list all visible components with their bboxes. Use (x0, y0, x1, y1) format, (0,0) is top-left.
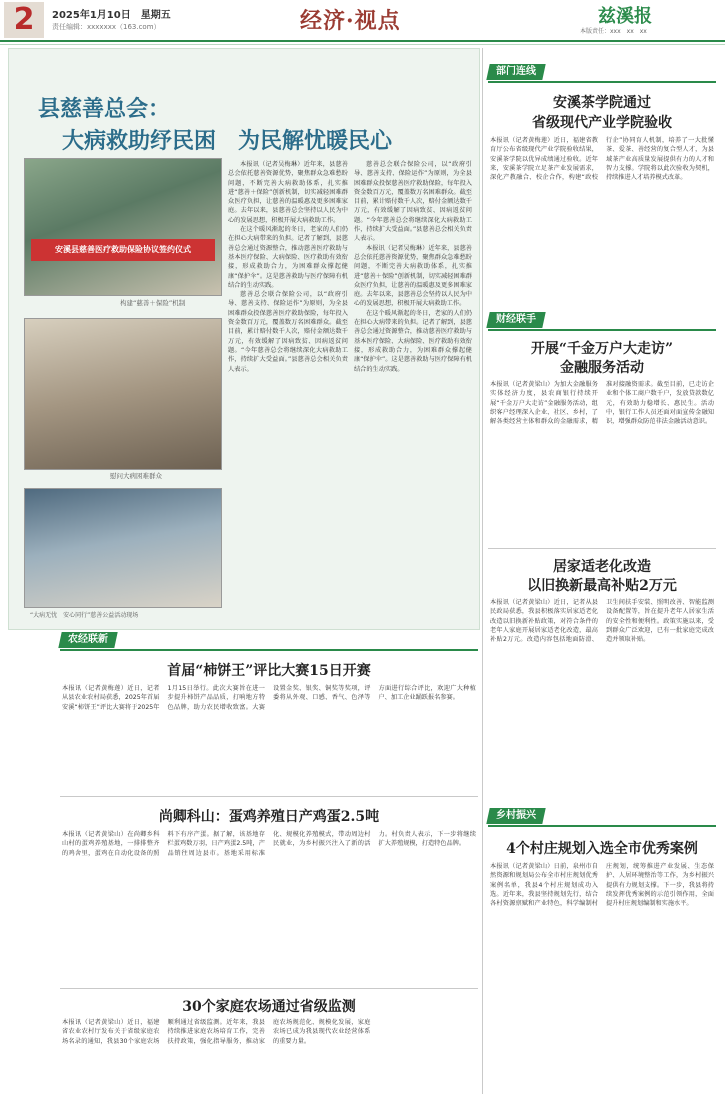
feature-photo-event (24, 488, 222, 608)
caption-photo1: 构建“慈善＋保险”机制 (120, 299, 186, 307)
tag-line-finance (488, 329, 716, 331)
tag-rural: 乡村振兴 (486, 808, 545, 824)
feature-body-col2: 慈善总会联合保险公司，以“政府引导、慈善支持、保险运作”为原则，为全县困难群众投保慈善医疗救助保险，每年投入资金数百万元，覆盖数万名困难群众。截至目前，累计赔付数千人次，赔付金额达数千万元，有效缓解了因病致贫、因病返贫问题。“今年慈善总会将继续深化大病救助工作，持续扩大受益面。”县慈善总会相关负责人表示。 本报讯（记者吴梅琳）近年来，县慈善总会依托慈善资源优势，聚焦群众急难愁盼问题，不断完善大病救助体系，扎实推进“慈善＋保险”创新机制，切实减轻困难群众医疗负担，让慈善的温暖惠及更多困难家庭。去年以来，县慈善总会坚持以人民为中心的发展思想，积极开展大病救助工作。 在这个暖风渐起的冬日，老家的人们仍在担心大病带来的负担。记者了解到，县慈善总会通过资源整合，推动慈善医疗救助与基本医疗保险、大病保险、医疗救助有效衔接，形成救助合力，为困难群众撑起健康“保护伞”。这是慈善救助与医疗保障有机结合的生动实践。 (354, 161, 472, 373)
editor-credits: 责任编辑：xxxxxxx（163.com） (52, 23, 161, 31)
article-a1-title-line2: 省级现代产业学院验收 (532, 115, 672, 131)
header-rule-thin (0, 44, 725, 45)
feature-body-col1: 本报讯（记者吴梅琳）近年来，县慈善总会依托慈善资源优势，聚焦群众急难愁盼问题，不断完善大病救助体系，扎实推进“慈善＋保险”创新机制，切实减轻困难群众医疗负担，让慈善的温暖惠及更多困难家庭。去年以来，县慈善总会坚持以人民为中心的发展思想，积极开展大病救助工作。 在这个暖风渐起的冬日，老家的人们仍在担心大病带来的负担。记者了解到，县慈善总会通过资源整合，推动慈善医疗救助与基本医疗保险、大病保险、医疗救助有效衔接，形成救助合力，为困难群众撑起健康“保护伞”。这是慈善救助与医疗保障有机结合的生动实践。 慈善总会联合保险公司，以“政府引导、慈善支持、保险运作”为原则，为全县困难群众投保慈善医疗救助保险，每年投入资金数百万元，覆盖数万名困难群众。截至目前，累计赔付数千人次，赔付金额达数千万元，有效缓解了因病致贫、因病返贫问题。“今年慈善总会将继续深化大病救助工作，持续扩大受益面。”县慈善总会相关负责人表示。 (228, 161, 348, 373)
masthead-logo: 兹溪报 (598, 6, 652, 27)
caption-photo3: “大病无忧 安心同行”慈善公益活动现场 (30, 612, 139, 619)
article-a4-body: 本报讯（记者黄梅莲）近日，记者从县农业农村局获悉，2025年首届安溪“柿饼王”评比大赛将于2025年1月15日举行。此次大赛旨在进一步提升柿饼产品品质，打响地方特色品牌，助力农民增收致富。大赛设置金奖、银奖、铜奖等奖项，评委将从外观、口感、香气、色泽等方面进行综合评比，欢迎广大种植户、加工企业踊跃报名参赛。 (62, 685, 476, 711)
article-a7-body: 本报讯（记者黄梁山）日前，泉州市自然资源和规划局公布全市村庄规划优秀案例名单，我县4个村庄规划成功入选。近年来，我县坚持规划先行，结合各村资源禀赋和产业特色，科学编制村庄规划，统筹推进产业发展、生态保护、人居环境整治等工作，为乡村振兴提供有力规划支撑。下一步，我县将持续发挥优秀案例的示范引领作用，全面提升村庄规划编制和实施水平。 (490, 863, 714, 908)
tag-dept-news: 部门连线 (486, 64, 545, 80)
article-a1-body: 本报讯（记者黄梅莲）近日，福建省教育厅公布省级现代产业学院验收结果，安溪茶学院以优异成绩通过验收。近年来，安溪茶学院立足茶产业发展需求，深化产教融合、校企合作，构建“政校行企”协同育人机制，培养了一大批懂茶、爱茶、善经营的复合型人才，为县域茶产业高质量发展提供有力的人才和智力支撑。学院将以此次验收为契机，持续推进人才培养模式改革。 (490, 137, 714, 182)
feature-title-line2: 大病救助纾民困 为民解忧暖民心 (62, 128, 393, 154)
feature-photo-visit (24, 318, 222, 470)
photo-banner-text: 安溪县慈善医疗救助保险协议签约仪式 (31, 239, 215, 261)
feature-photo-signing (24, 158, 222, 296)
feature-title-line1: 县慈善总会： (38, 96, 171, 122)
tag-line-rural (488, 825, 716, 827)
section-title: 经济·视点 (300, 8, 401, 34)
article-a5-title: 尚卿科山：蛋鸡养殖日产鸡蛋2.5吨 (158, 809, 380, 825)
article-a6-body: 本报讯（记者黄梁山）近日，福建省农业农村厅发布关于省级家庭农场名录的通知，我县30个家庭农场顺利通过省级监测。近年来，我县持续推进家庭农场培育工作，完善扶持政策，强化指导服务，推动家庭农场规范化、规模化发展，家庭农场已成为我县现代农业经营体系的重要力量。 (62, 1019, 371, 1045)
header-rule (0, 40, 725, 42)
divider-a2-a3 (488, 548, 716, 549)
tag-line-agri (60, 649, 478, 651)
article-a6-title: 30个家庭农场通过省级监测 (182, 999, 356, 1015)
article-a5-body: 本报讯（记者黄梁山）在尚卿乡科山村的蛋鸡养殖基地，一排排整齐的鸡舍里，蛋鸡在自动化设备的照料下有序产蛋。据了解，该基地存栏蛋鸡数万羽，日产鸡蛋2.5吨，产品销往周边县市。基地采用标准化、规模化养殖模式，带动周边村民就业，为乡村振兴注入了新的活力。村负责人表示，下一步将继续扩大养殖规模，打造特色品牌。 (62, 831, 476, 857)
article-a3-title-line2: 以旧换新最高补贴2万元 (527, 578, 677, 594)
article-a2-title-line1: 开展“千金万户大走访” (530, 341, 674, 357)
divider-a4-a5 (60, 796, 478, 797)
tag-finance: 财经联手 (486, 312, 545, 328)
tag-line-dept (488, 81, 716, 83)
divider-a5-a6 (60, 988, 478, 989)
issue-date: 2025年1月10日 星期五 (52, 10, 171, 21)
page-header (0, 0, 725, 40)
column-divider (482, 48, 483, 1094)
page-number: 2 (4, 2, 44, 38)
tag-agriculture: 农经联新 (58, 632, 117, 648)
caption-photo2: 慰问大病困难群众 (110, 472, 162, 480)
article-a2-title-line2: 金融服务活动 (560, 360, 644, 376)
masthead-subline: 本版责任：xxx xx xx (580, 28, 647, 35)
article-a3-title-line1: 居家适老化改造 (553, 559, 651, 575)
article-a3-body: 本报讯（记者黄梁山）近日，记者从县民政局获悉，我县积极落实居家适老化改造以旧换新补贴政策，对符合条件的老年人家庭开展居家适老化改造，最高补贴2万元。改造内容包括地面防滑、卫生间扶手安装、照明改善、智能监测设备配置等，旨在提升老年人居家生活的安全性和便利性。政策实施以来，受到群众广泛欢迎，已有一批家庭完成改造并领取补贴。 (490, 599, 714, 644)
article-a1-title-line1: 安溪茶学院通过 (553, 95, 651, 111)
article-a2-body: 本报讯（记者黄梁山）为加大金融服务实体经济力度，县农商银行持续开展“千金万户大走访”金融服务活动，组织客户经理深入企业、社区、乡村，了解各类经营主体和群众的金融需求，精准对接融资需求。截至目前，已走访企业和个体工商户数千户，发放贷款数亿元，有效助力稳增长、惠民生。活动中，银行工作人员还面对面宣传金融知识，增强群众防范非法金融活动意识。 (490, 381, 714, 426)
article-a4-title: 首届“柿饼王”评比大赛15日开赛 (167, 663, 371, 679)
article-a7-title: 4个村庄规划入选全市优秀案例 (506, 841, 698, 857)
